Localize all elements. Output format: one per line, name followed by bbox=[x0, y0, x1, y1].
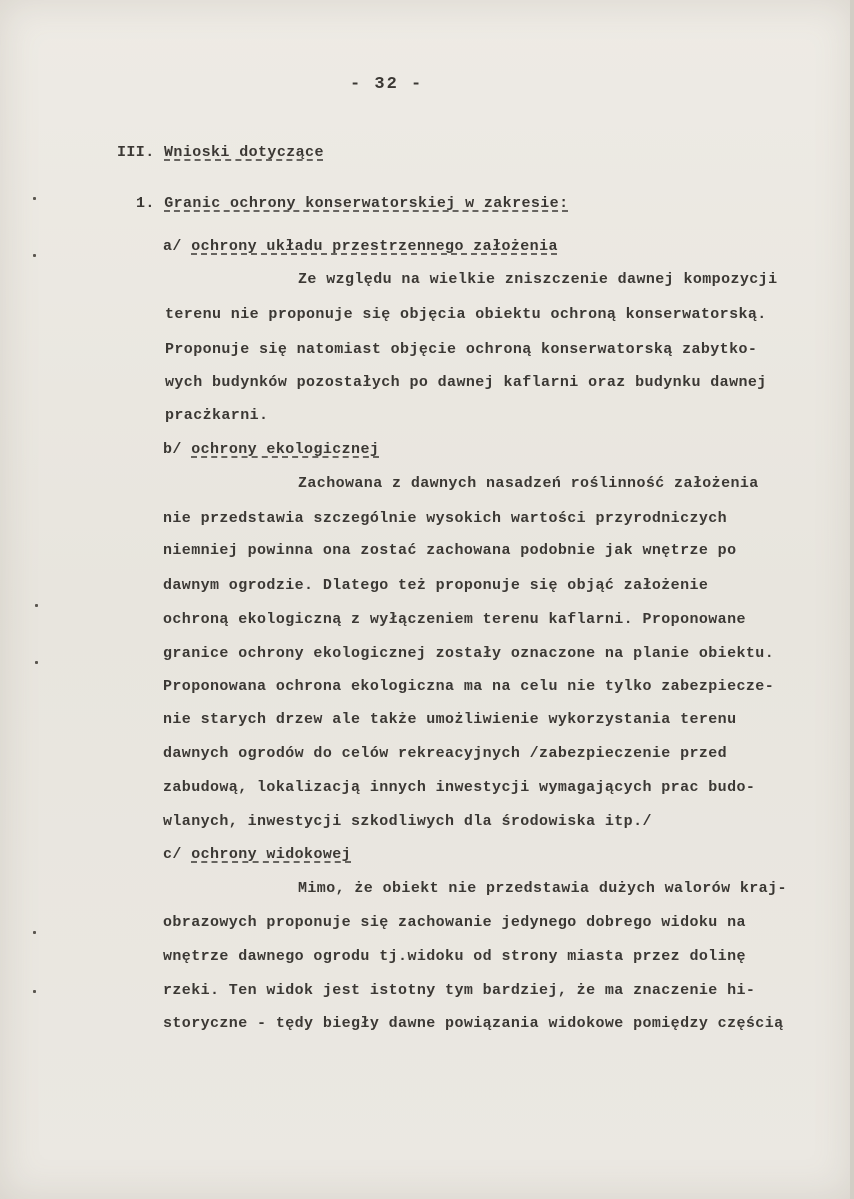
item-a-line: wych budynków pozostałych po dawnej kaflarni oraz budynku dawnej bbox=[165, 374, 767, 391]
item-a-line: terenu nie proponuje się objęcia obiektu ochroną konserwatorską. bbox=[165, 306, 767, 323]
item-a-line: Ze względu na wielkie zniszczenie dawnej kompozycji bbox=[298, 271, 778, 288]
item-c-line: wnętrze dawnego ogrodu tj.widoku od strony miasta przez dolinę bbox=[163, 948, 746, 965]
item-b-line: Zachowana z dawnych nasadzeń roślinność założenia bbox=[298, 475, 759, 492]
item-b-line: nie przedstawia szczególnie wysokich wartości przyrodniczych bbox=[163, 510, 728, 527]
item-b-line: dawnym ogrodzie. Dlatego też proponuje się objąć założenie bbox=[163, 577, 709, 594]
item-c-heading: c/ ochrony widokowej bbox=[163, 846, 352, 863]
item-b-line: wlanych, inwestycji szkodliwych dla środowiska itp./ bbox=[163, 813, 652, 830]
item-c-line: storyczne - tędy biegły dawne powiązania widokowe pomiędzy częścią bbox=[163, 1015, 784, 1032]
item-b-line: dawnych ogrodów do celów rekreacyjnych /zabezpieczenie przed bbox=[163, 745, 728, 762]
margin-mark bbox=[35, 604, 38, 607]
page-number: - 32 - bbox=[350, 75, 424, 94]
subsection-heading: 1. Granic ochrony konserwatorskiej w zakresie: bbox=[136, 195, 569, 212]
margin-mark bbox=[33, 931, 36, 934]
item-a-line: pracżkarni. bbox=[165, 407, 269, 424]
item-a-line: Proponuje się natomiast objęcie ochroną konserwatorską zabytko- bbox=[165, 341, 758, 358]
item-b-line: nie starych drzew ale także umożliwienie wykorzystania terenu bbox=[163, 711, 737, 728]
item-c-line: rzeki. Ten widok jest istotny tym bardziej, że ma znaczenie hi- bbox=[163, 982, 756, 999]
page-edge bbox=[850, 0, 854, 1199]
section-heading: III. Wnioski dotyczące bbox=[117, 144, 324, 161]
margin-mark bbox=[33, 197, 36, 200]
margin-mark bbox=[33, 254, 36, 257]
item-b-line: granice ochrony ekologicznej zostały oznaczone na planie obiektu. bbox=[163, 645, 775, 662]
item-b-line: niemniej powinna ona zostać zachowana podobnie jak wnętrze po bbox=[163, 542, 737, 559]
item-b-line: ochroną ekologiczną z wyłączeniem terenu kaflarni. Proponowane bbox=[163, 611, 746, 628]
item-a-heading: a/ ochrony układu przestrzennego założenia bbox=[163, 238, 558, 255]
item-c-line: obrazowych proponuje się zachowanie jedynego dobrego widoku na bbox=[163, 914, 746, 931]
margin-mark bbox=[33, 990, 36, 993]
item-b-heading: b/ ochrony ekologicznej bbox=[163, 441, 380, 458]
item-c-line: Mimo, że obiekt nie przedstawia dużych walorów kraj- bbox=[298, 880, 787, 897]
margin-mark bbox=[35, 661, 38, 664]
item-b-line: Proponowana ochrona ekologiczna ma na celu nie tylko zabezpiecze- bbox=[163, 678, 775, 695]
item-b-line: zabudową, lokalizacją innych inwestycji wymagających prac budo- bbox=[163, 779, 756, 796]
